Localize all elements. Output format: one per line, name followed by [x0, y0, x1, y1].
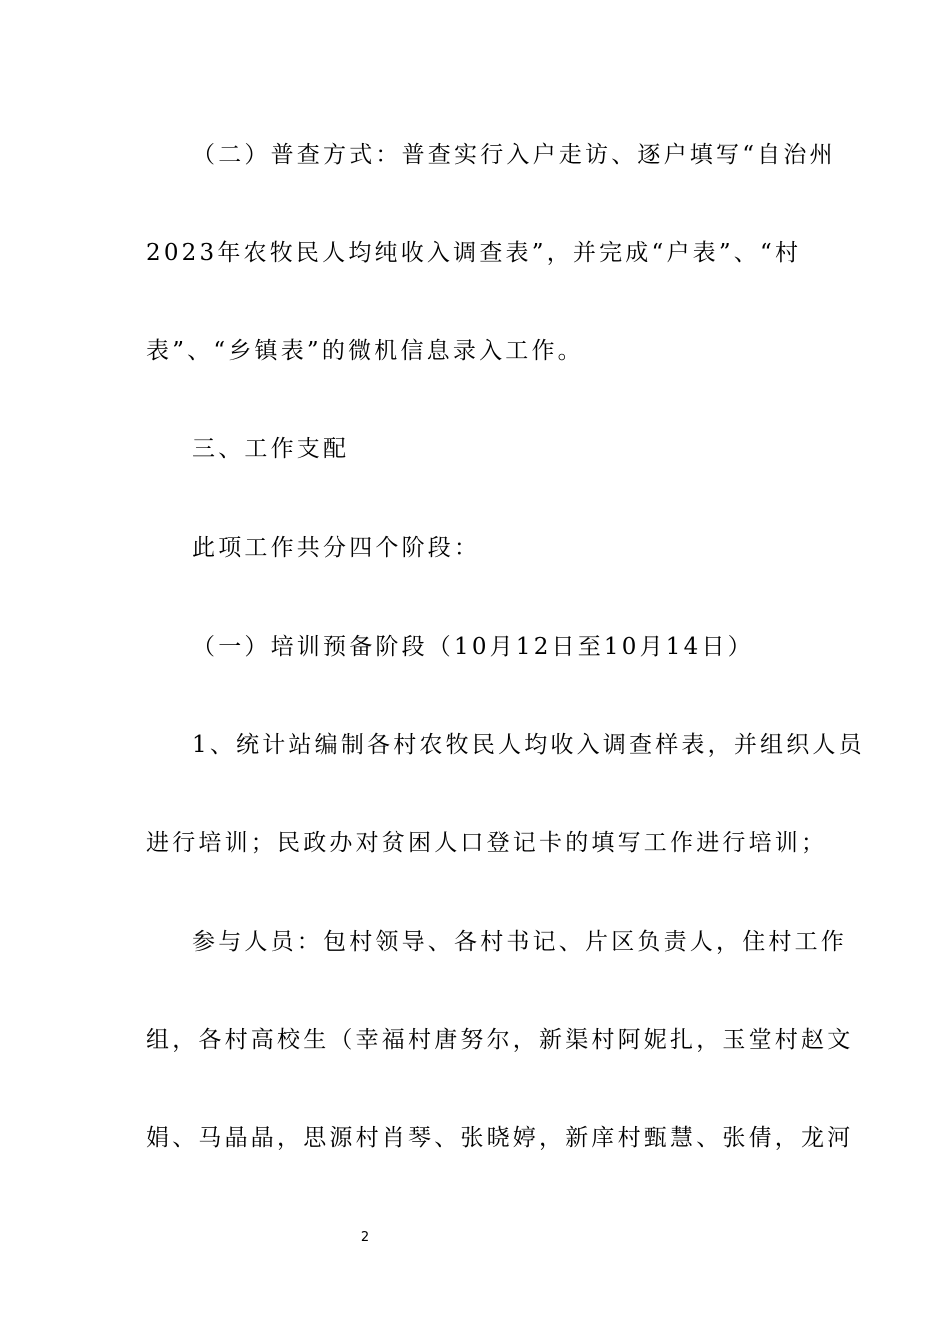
subheading-training-stage: （一）培训预备阶段（10月12日至10月14日）	[192, 634, 754, 660]
paragraph-participants-cont-1: 组，各村高校生（幸福村唐努尔，新渠村阿妮扎，玉堂村赵文	[146, 1027, 854, 1053]
paragraph-participants-cont-2: 娟、马晶晶，思源村肖琴、张晓婷，新庠村甄慧、张倩，龙河	[146, 1125, 854, 1151]
paragraph-item-1: 1、统计站编制各村农牧民人均收入调查样表，并组织人员	[192, 732, 865, 758]
page-number: 2	[360, 1230, 370, 1245]
section-heading-work-arrangement: 三、工作支配	[192, 436, 350, 462]
paragraph-item-1-cont: 进行培训；民政办对贫困人口登记卡的填写工作进行培训；	[146, 830, 828, 856]
paragraph-survey-method-cont-1: 2023年农牧民人均纯收入调查表”，并完成“户表”、“村	[146, 240, 802, 266]
paragraph-four-stages: 此项工作共分四个阶段：	[192, 535, 481, 561]
paragraph-survey-method-cont-2: 表”、“乡镇表”的微机信息录入工作。	[146, 338, 584, 364]
paragraph-survey-method: （二）普查方式：普查实行入户走访、逐户填写“自治州	[192, 142, 836, 168]
paragraph-participants: 参与人员：包村领导、各村书记、片区负责人，住村工作	[192, 929, 847, 955]
